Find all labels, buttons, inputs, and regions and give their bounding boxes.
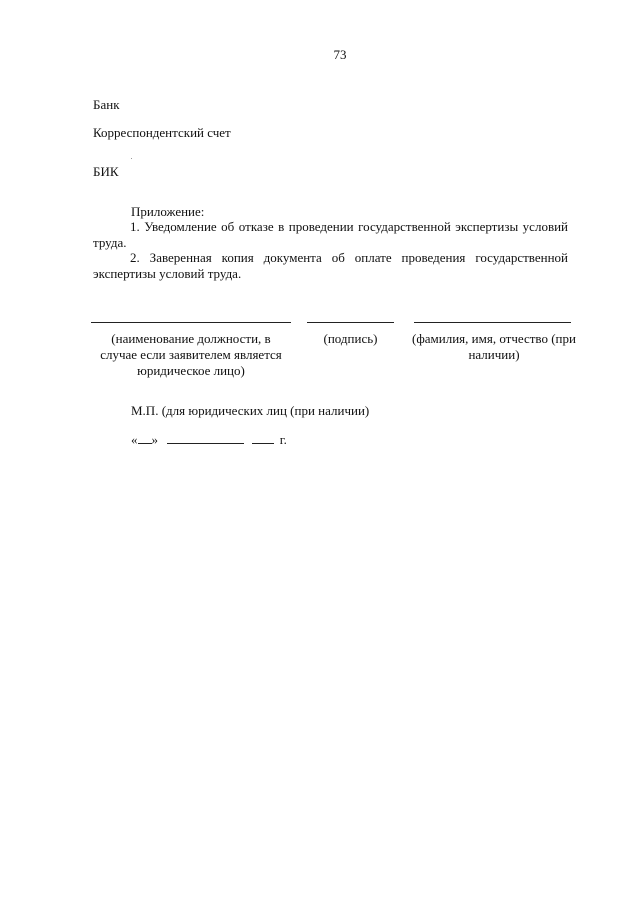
year-blank	[252, 431, 274, 444]
stamp-label: М.П. (для юридических лиц (при наличии)	[131, 403, 370, 418]
day-blank	[138, 431, 152, 444]
position-signature-line	[91, 322, 291, 323]
bik-label: БИК	[93, 164, 119, 179]
correspondent-account-label: Корреспондентский счет	[93, 125, 231, 140]
month-blank	[167, 431, 244, 444]
scan-speck	[131, 158, 132, 159]
attachment-item-2: 2. Заверенная копия документа об оплате проведения государственной экспертизы условий труда.	[93, 250, 568, 281]
page-number: 73	[333, 47, 347, 62]
full-name-caption: (фамилия, имя, отчество (при наличии)	[412, 331, 576, 362]
signature-caption: (подпись)	[323, 331, 378, 346]
date-open-quote: «	[131, 432, 138, 447]
attachment-heading: Приложение:	[131, 204, 205, 219]
position-caption: (наименование должности, в случае если заявителем является юридическое лицо)	[100, 331, 282, 378]
bank-label: Банк	[93, 97, 120, 112]
full-name-signature-line	[414, 322, 571, 323]
date-close-quote: »	[151, 432, 158, 447]
attachment-item-1: 1. Уведомление об отказе в проведении государственной экспертизы условий труда.	[93, 219, 568, 250]
date-line	[131, 431, 287, 448]
signature-line	[307, 322, 394, 323]
year-suffix: г.	[279, 432, 287, 447]
